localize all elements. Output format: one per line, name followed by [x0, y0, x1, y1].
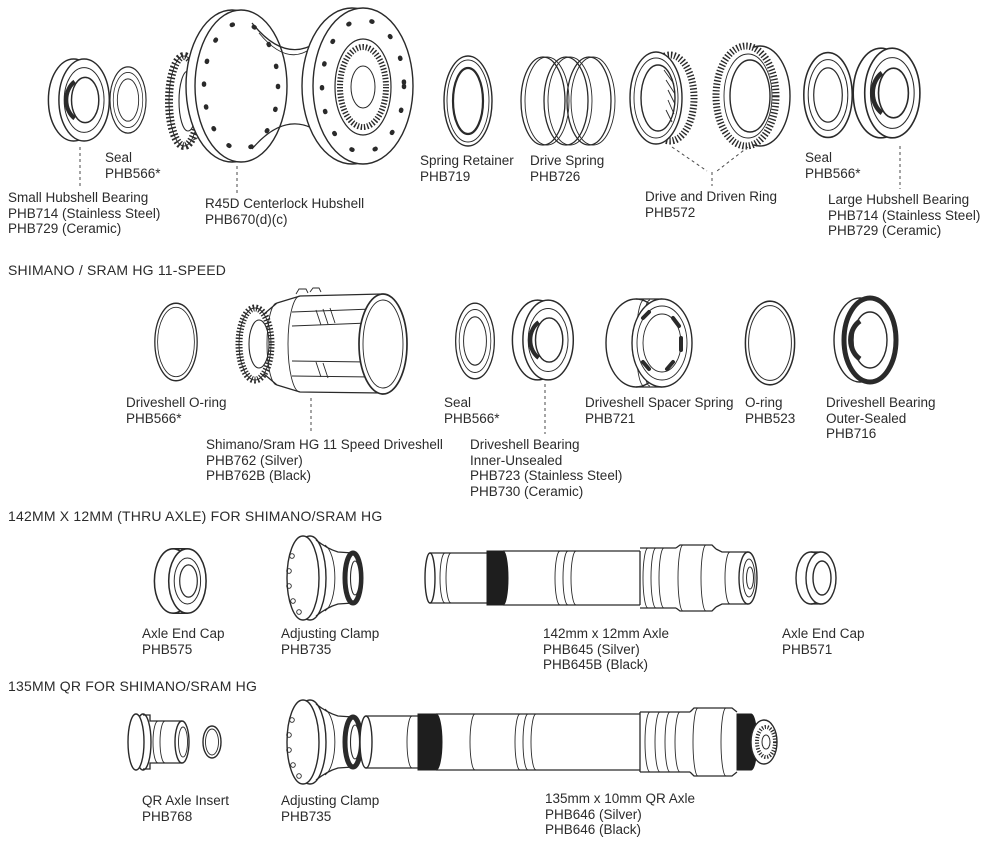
label-driveshell-spacer-spring: Driveshell Spacer Spring PHB721 — [585, 395, 734, 426]
seal-mid-drawing — [456, 303, 495, 379]
label-spring-retainer: Spring Retainer PHB719 — [420, 153, 514, 184]
hubshell-drawing — [169, 8, 413, 164]
section-header-hg11: SHIMANO / SRAM HG 11-SPEED — [8, 262, 227, 278]
label-oring-523: O-ring PHB523 — [745, 395, 796, 426]
label-small-hubshell-bearing: Small Hubshell Bearing PHB714 (Stainless Steel) PHB729 (Ceramic) — [8, 190, 161, 236]
seal-right-drawing — [804, 53, 852, 138]
label-axle-135: 135mm x 10mm QR Axle PHB646 (Silver) PHB646 (Black) — [545, 791, 696, 837]
label-axle-end-cap-575: Axle End Cap PHB575 — [142, 626, 225, 657]
label-drive-spring: Drive Spring PHB726 — [530, 153, 605, 184]
driveshell-bearing-outer-drawing — [834, 298, 896, 382]
axle-end-cap-575-drawing — [154, 549, 206, 613]
label-driveshell: Shimano/Sram HG 11 Speed Driveshell PHB762 (Silver) PHB762B (Black) — [206, 437, 443, 483]
label-axle-142: 142mm x 12mm Axle PHB645 (Silver) PHB645B (Black) — [543, 626, 670, 672]
label-driveshell-oring: Driveshell O-ring PHB566* — [126, 395, 227, 426]
qr-axle-135-drawing — [360, 708, 777, 776]
label-axle-end-cap-571: Axle End Cap PHB571 — [782, 626, 865, 657]
label-driveshell-bearing-outer: Driveshell Bearing Outer-Sealed PHB716 — [826, 395, 936, 441]
seal-left-drawing — [110, 67, 146, 133]
thru-axle-142-drawing — [425, 545, 757, 611]
spring-retainer-drawing — [444, 56, 492, 146]
label-qr-axle-insert: QR Axle Insert PHB768 — [142, 793, 230, 824]
section-header-135-qr: 135MM QR FOR SHIMANO/SRAM HG — [8, 678, 258, 694]
axle-end-cap-571-drawing — [796, 552, 836, 604]
label-driveshell-bearing-inner: Driveshell Bearing Inner-Unsealed PHB723 (Stainless Steel) PHB730 (Ceramic) — [470, 437, 623, 499]
adjusting-clamp-142-drawing — [287, 536, 361, 620]
adjusting-clamp-135-drawing — [287, 700, 361, 784]
oring-523-drawing — [745, 301, 794, 385]
label-adjusting-clamp-142: Adjusting Clamp PHB735 — [281, 626, 380, 657]
label-seal-mid: Seal PHB566* — [444, 395, 500, 426]
small-hubshell-bearing-drawing — [48, 59, 109, 141]
driveshell-spacer-spring-drawing — [606, 299, 692, 387]
drive-spring-drawing — [521, 57, 615, 145]
driveshell-drawing — [239, 288, 407, 394]
drive-ring-drawing — [630, 52, 694, 144]
driveshell-bearing-inner-drawing — [512, 300, 573, 380]
label-seal-left: Seal PHB566* — [105, 150, 161, 181]
large-hubshell-bearing-drawing — [853, 48, 920, 138]
label-drive-and-driven-ring: Drive and Driven Ring PHB572 — [645, 189, 778, 220]
driveshell-oring-drawing — [155, 303, 197, 381]
label-hubshell: R45D Centerlock Hubshell PHB670(d)(c) — [205, 196, 365, 227]
section-header-142-thru-axle: 142MM X 12MM (THRU AXLE) FOR SHIMANO/SRAM HG — [8, 508, 383, 524]
label-large-hubshell-bearing: Large Hubshell Bearing PHB714 (Stainless Steel) PHB729 (Ceramic) — [828, 192, 981, 238]
label-adjusting-clamp-135: Adjusting Clamp PHB735 — [281, 793, 380, 824]
label-seal-right: Seal PHB566* — [805, 150, 861, 181]
qr-axle-insert-drawing — [128, 714, 221, 770]
driven-ring-drawing — [716, 46, 790, 146]
